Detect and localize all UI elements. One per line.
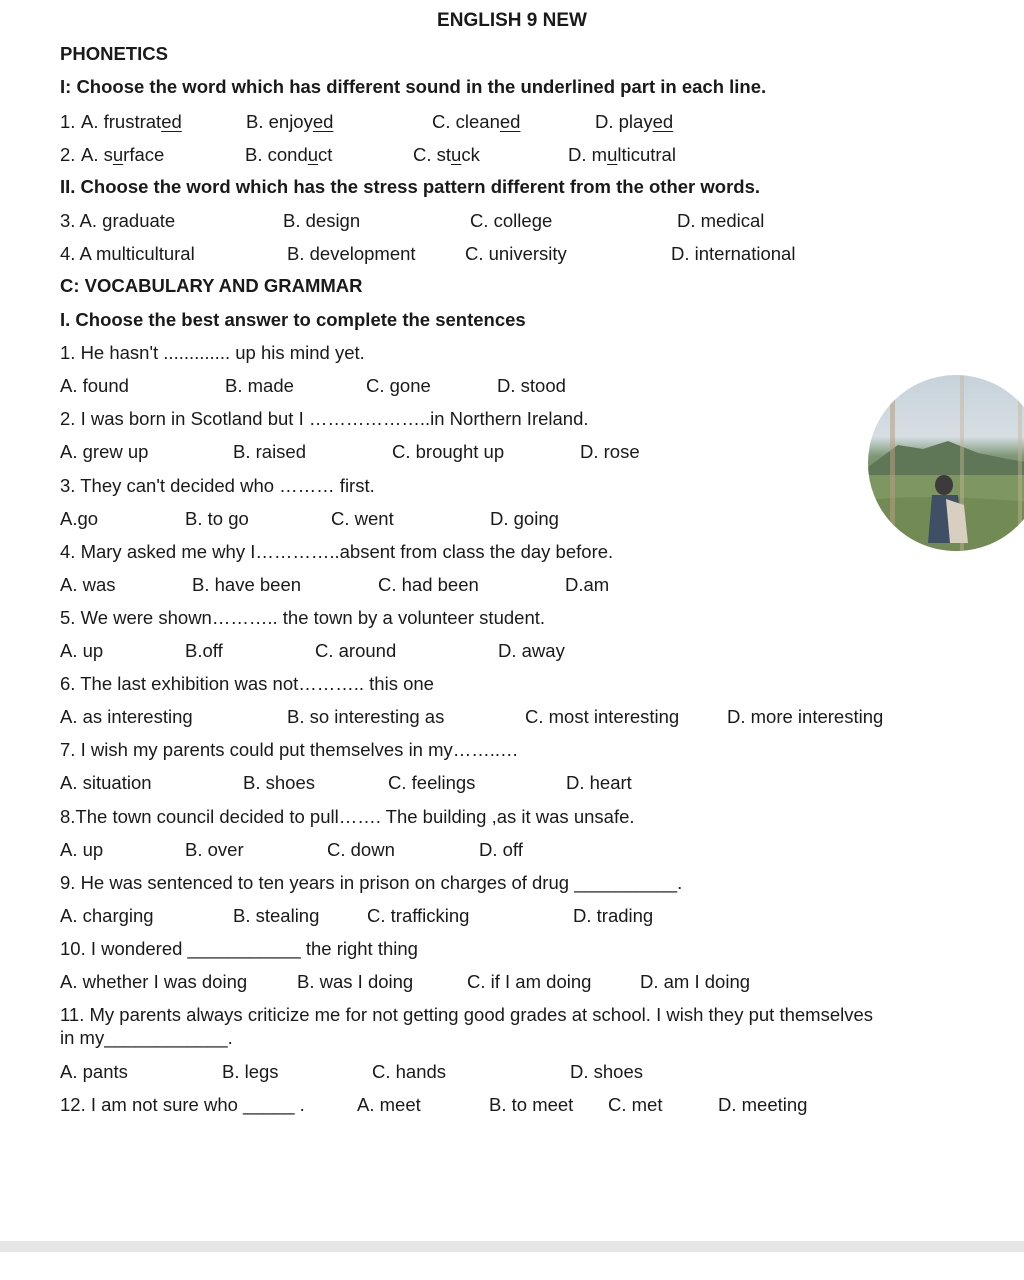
q10-option-b: B. was I doing xyxy=(297,971,414,992)
phonetics-q1-option-d: D. played xyxy=(595,111,674,132)
q1-option-c: C. gone xyxy=(366,375,431,396)
q6-option-c: C. most interesting xyxy=(525,706,680,727)
stress-q4-option-c: C. university xyxy=(465,243,567,264)
q12-option-c: C. met xyxy=(608,1094,663,1115)
stress-q3-option-a: 3. A. graduate xyxy=(60,210,176,231)
q3-option-a: A.go xyxy=(60,508,99,529)
question-5: 5. We were shown……….. the town by a volunteer student. xyxy=(60,607,546,628)
section-1-heading: I: Choose the word which has different sound in the underlined part in each line. xyxy=(60,76,767,97)
q9-option-d: D. trading xyxy=(573,905,654,926)
question-2: 2. I was born in Scotland but I ………………..in Northern Ireland. xyxy=(60,408,589,429)
question-12: 12. I am not sure who _____ . xyxy=(60,1094,305,1115)
q8-option-d: D. off xyxy=(479,839,523,860)
section-2-heading: II. Choose the word which has the stress pattern different from the other words. xyxy=(60,176,761,197)
q9-option-b: B. stealing xyxy=(233,905,320,926)
q1-option-b: B. made xyxy=(225,375,294,396)
q9-option-c: C. trafficking xyxy=(367,905,470,926)
phonetics-q2-option-b: B. conduct xyxy=(245,144,333,165)
question-8: 8.The town council decided to pull……. The building ,as it was unsafe. xyxy=(60,806,635,827)
stress-q3-option-d: D. medical xyxy=(677,210,765,231)
q4-option-a: A. was xyxy=(60,574,116,595)
stress-q3-option-c: C. college xyxy=(470,210,553,231)
bottom-scrollbar[interactable] xyxy=(0,1241,1024,1252)
q12-option-b: B. to meet xyxy=(489,1094,574,1115)
q3-option-d: D. going xyxy=(490,508,559,529)
phonetics-q1-num: 1. xyxy=(60,111,76,132)
phonetics-q2-option-d: D. multicutral xyxy=(568,144,676,165)
q11-option-b: B. legs xyxy=(222,1061,279,1082)
phonetics-q1-option-a: A. frustrated xyxy=(81,111,182,132)
q7-option-c: C. feelings xyxy=(388,772,476,793)
question-1: 1. He hasn't ............. up his mind yet. xyxy=(60,342,365,363)
q12-option-d: D. meeting xyxy=(718,1094,808,1115)
q5-option-b: B.off xyxy=(185,640,223,661)
phonetics-q1-option-b: B. enjoyed xyxy=(246,111,334,132)
question-6: 6. The last exhibition was not……….. this one xyxy=(60,673,434,694)
q7-option-a: A. situation xyxy=(60,772,152,793)
q10-option-c: C. if I am doing xyxy=(467,971,592,992)
q8-option-c: C. down xyxy=(327,839,395,860)
phonetics-q2-option-c: C. stuck xyxy=(413,144,480,165)
phonetics-q2-option-a: A. surface xyxy=(81,144,165,165)
stress-q4-option-b: B. development xyxy=(287,243,416,264)
phonetics-heading: PHONETICS xyxy=(60,43,168,64)
q8-option-a: A. up xyxy=(60,839,104,860)
q1-option-a: A. found xyxy=(60,375,129,396)
q5-option-a: A. up xyxy=(60,640,104,661)
q6-option-b: B. so interesting as xyxy=(287,706,445,727)
q7-option-d: D. heart xyxy=(566,772,632,793)
q2-option-c: C. brought up xyxy=(392,441,505,462)
q4-option-d: D.am xyxy=(565,574,610,595)
q6-option-d: D. more interesting xyxy=(727,706,884,727)
question-9: 9. He was sentenced to ten years in prison on charges of drug __________. xyxy=(60,872,683,893)
q4-option-b: B. have been xyxy=(192,574,302,595)
question-10: 10. I wondered ___________ the right thing xyxy=(60,938,418,959)
vocab-heading: C: VOCABULARY AND GRAMMAR xyxy=(60,275,363,296)
q3-option-b: B. to go xyxy=(185,508,249,529)
q8-option-b: B. over xyxy=(185,839,244,860)
q10-option-a: A. whether I was doing xyxy=(60,971,248,992)
question-7: 7. I wish my parents could put themselves in my……..… xyxy=(60,739,519,760)
q11-option-c: C. hands xyxy=(372,1061,447,1082)
question-3: 3. They can't decided who ……… first. xyxy=(60,475,375,496)
q10-option-d: D. am I doing xyxy=(640,971,751,992)
q12-option-a: A. meet xyxy=(357,1094,421,1115)
q9-option-a: A. charging xyxy=(60,905,154,926)
q3-option-c: C. went xyxy=(331,508,394,529)
vocab-sub-heading: I. Choose the best answer to complete the sentences xyxy=(60,309,526,330)
stress-q4-option-d: D. international xyxy=(671,243,796,264)
page-title: ENGLISH 9 NEW xyxy=(437,10,587,31)
q2-option-d: D. rose xyxy=(580,441,640,462)
q4-option-c: C. had been xyxy=(378,574,479,595)
q5-option-c: C. around xyxy=(315,640,397,661)
landscape-icon xyxy=(868,375,1024,551)
q11-option-d: D. shoes xyxy=(570,1061,644,1082)
profile-photo xyxy=(868,375,1024,551)
question-11-line-1: 11. My parents always criticize me for not getting good grades at school. I wish they put themselves xyxy=(60,1004,874,1025)
phonetics-q2-num: 2. xyxy=(60,144,76,165)
q6-option-a: A. as interesting xyxy=(60,706,193,727)
question-11-line-2: in my____________. xyxy=(60,1027,233,1048)
q2-option-a: A. grew up xyxy=(60,441,149,462)
stress-q3-option-b: B. design xyxy=(283,210,361,231)
q5-option-d: D. away xyxy=(498,640,565,661)
q2-option-b: B. raised xyxy=(233,441,307,462)
question-4: 4. Mary asked me why I…………..absent from class the day before. xyxy=(60,541,614,562)
q1-option-d: D. stood xyxy=(497,375,566,396)
q7-option-b: B. shoes xyxy=(243,772,315,793)
phonetics-q1-option-c: C. cleaned xyxy=(432,111,521,132)
q11-option-a: A. pants xyxy=(60,1061,128,1082)
stress-q4-option-a: 4. A multicultural xyxy=(60,243,195,264)
